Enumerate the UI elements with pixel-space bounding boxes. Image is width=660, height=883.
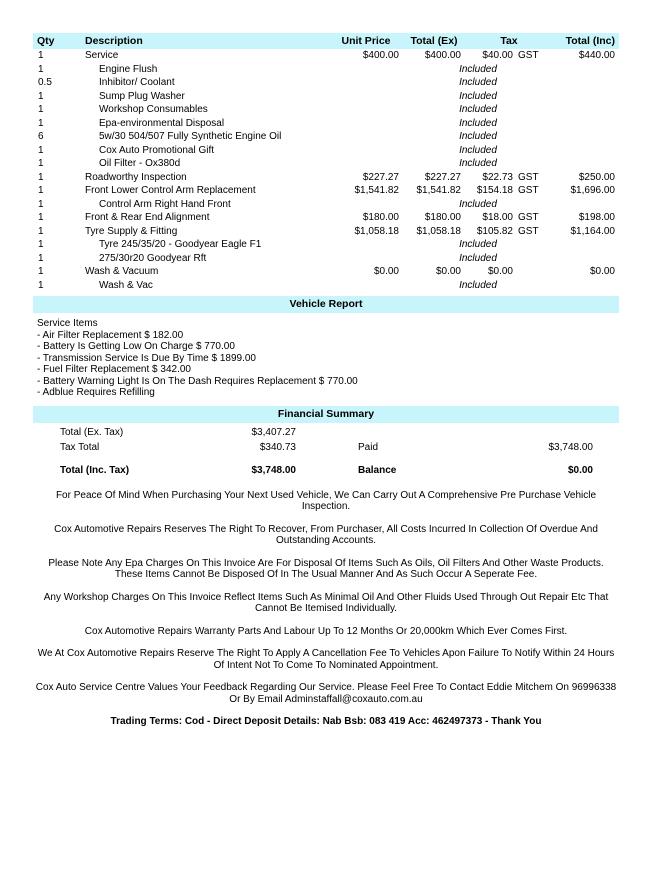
row-tax-gst: GST <box>518 212 539 223</box>
table-header-row <box>33 33 619 49</box>
table-row <box>33 90 619 104</box>
row-unit-price: $180.00 <box>362 212 399 223</box>
row-sub-description: 5w/30 504/507 Fully Synthetic Engine Oil <box>99 131 282 142</box>
row-included: Included <box>459 144 497 156</box>
table-row <box>33 225 619 239</box>
row-description-text: Roadworthy Inspection <box>85 171 187 183</box>
paid-label: Paid <box>358 441 379 453</box>
tax-total-label: Tax Total <box>60 441 100 453</box>
total-inc-tax-label: Total (Inc. Tax) <box>60 464 130 476</box>
row-description-text: Service <box>85 50 119 61</box>
note-paragraph: Cox Auto Service Centre Values Your Feedback Regarding Our Service. Please Feel Free To Contact Eddie Mitchem On 96996338 Or By Email Adminstaffall@coxauto.com.au <box>35 682 617 705</box>
row-total-inc <box>553 90 619 104</box>
note-paragraph: For Peace Of Mind When Purchasing Your Next Used Vehicle, We Can Carry Out A Comprehensive Pre Purchase Vehicle Inspection. <box>55 489 597 512</box>
row-unit-price <box>329 117 403 131</box>
row-tax-gst: GST <box>518 50 539 61</box>
row-unit-price: $1,541.82 <box>354 185 399 196</box>
note-paragraph: We At Cox Automotive Repairs Reserve The Right To Apply A Cancellation Fee To Vehicles Apon Failure To Notify Within 24 Hours Of Intent Not To Come To Nominated Appointment. <box>37 648 615 671</box>
row-description <box>81 198 329 212</box>
row-qty: 1 <box>38 158 44 169</box>
row-total-inc <box>553 279 619 293</box>
tax-header: Tax <box>465 33 553 49</box>
table-row <box>33 49 619 63</box>
row-sub-description: Sump Plug Washer <box>99 90 185 102</box>
row-description-text: Wash & Vacuum <box>85 266 159 277</box>
financial-summary-title: Financial Summary <box>33 406 619 423</box>
table-row <box>33 238 619 252</box>
row-tax-amount: $40.00 <box>482 50 513 61</box>
row-sub-description: Engine Flush <box>99 63 158 75</box>
row-sub-description: Workshop Consumables <box>99 104 208 115</box>
row-unit-price: $400.00 <box>362 50 399 61</box>
row-included: Included <box>459 158 497 169</box>
row-total-inc: $1,164.00 <box>570 225 615 237</box>
row-included: Included <box>459 77 497 88</box>
table-row <box>33 252 619 266</box>
row-total-ex: $0.00 <box>435 266 461 277</box>
row-tax-amount: $154.18 <box>476 185 513 196</box>
note-paragraph: Any Workshop Charges On This Invoice Reflect Items Such As Minimal Oil And Other Fluids Used Through Out Repair Etc That Cannot Be Itemised Individually. <box>43 591 609 614</box>
row-total-ex: $400.00 <box>424 50 461 61</box>
report-line: - Air Filter Replacement $ 182.00 <box>37 329 184 341</box>
vehicle-report-lines <box>33 313 619 399</box>
table-row <box>33 211 619 225</box>
row-qty: 0.5 <box>38 77 52 88</box>
table-row <box>33 157 619 171</box>
row-total-inc <box>553 63 619 77</box>
table-row <box>33 117 619 131</box>
row-total-inc: $198.00 <box>578 212 615 223</box>
row-description <box>81 49 329 63</box>
row-tax <box>465 211 553 225</box>
report-line: - Battery Warning Light Is On The Dash Requires Replacement $ 770.00 <box>37 375 358 387</box>
row-total-ex: $1,058.18 <box>416 225 461 237</box>
row-description-text: Front Lower Control Arm Replacement <box>85 185 256 196</box>
row-description <box>81 211 329 225</box>
row-unit-price <box>329 144 403 158</box>
row-sub-description: Wash & Vac <box>99 279 153 291</box>
row-description <box>81 171 329 185</box>
row-total-inc <box>553 130 619 144</box>
row-qty: 1 <box>38 171 44 183</box>
row-included: Included <box>459 117 497 129</box>
row-total-inc: $250.00 <box>578 171 615 183</box>
row-total-ex: $180.00 <box>424 212 461 223</box>
row-description <box>81 279 329 293</box>
row-qty: 6 <box>38 131 44 142</box>
row-description <box>81 130 329 144</box>
table-row <box>33 171 619 185</box>
row-qty: 1 <box>38 279 44 291</box>
row-qty: 1 <box>38 117 44 129</box>
table-row <box>33 144 619 158</box>
invoice-notes <box>33 490 619 706</box>
note-paragraph: Cox Automotive Repairs Reserves The Right To Recover, From Purchaser, All Costs Incurred In Collection Of Overdue And Outstanding Accounts. <box>54 523 598 546</box>
balance-value: $0.00 <box>567 464 593 476</box>
row-total-inc: $0.00 <box>589 266 615 277</box>
row-sub-description: Tyre 245/35/20 - Goodyear Eagle F1 <box>99 239 262 250</box>
note-paragraph: Please Note Any Epa Charges On This Invoice Are For Disposal Of Items Such As Oils, Oil Filters And Other Waste Products. These Items Cannot Be Disposed Of In The Usual Manner And As Such Occur A Seperate Fee. <box>48 557 604 580</box>
row-description <box>81 76 329 90</box>
row-sub-description: Cox Auto Promotional Gift <box>99 144 215 156</box>
tax-total-value: $340.73 <box>259 441 296 453</box>
report-line: - Adblue Requires Refilling <box>37 387 155 398</box>
table-row <box>33 198 619 212</box>
row-total-inc: $1,696.00 <box>570 185 615 196</box>
row-tax-amount: $105.82 <box>476 225 513 237</box>
row-total-inc <box>553 76 619 90</box>
qty-header: Qty <box>33 33 81 49</box>
balance-label: Balance <box>358 464 397 476</box>
row-included: Included <box>459 104 497 115</box>
row-total-inc <box>553 144 619 158</box>
row-sub-description: Oil Filter - Ox380d <box>99 158 181 169</box>
row-description <box>81 157 329 171</box>
total-ex-tax-label: Total (Ex. Tax) <box>60 426 124 438</box>
row-description <box>81 90 329 104</box>
row-total-inc <box>553 238 619 252</box>
row-unit-price <box>329 252 403 266</box>
row-tax <box>465 171 553 185</box>
total-ex-header: Total (Ex) <box>403 33 465 49</box>
total-inc-tax-value: $3,748.00 <box>251 464 296 476</box>
paid-value: $3,748.00 <box>548 441 593 453</box>
row-total-inc <box>553 252 619 266</box>
total-inc-header: Total (Inc) <box>553 33 619 49</box>
row-description <box>81 252 329 266</box>
unit-price-header: Unit Price <box>329 33 403 49</box>
row-unit-price <box>329 103 403 117</box>
row-sub-description: Epa-environmental Disposal <box>99 117 225 129</box>
row-included: Included <box>459 239 497 250</box>
line-items-table <box>33 33 619 292</box>
note-paragraph: Cox Automotive Repairs Warranty Parts And Labour Up To 12 Months Or 20,000km Which Ever Comes First. <box>84 625 568 637</box>
financial-summary-table <box>33 425 619 478</box>
row-qty: 1 <box>38 252 44 264</box>
report-line: - Transmission Service Is Due By Time $ 1899.00 <box>37 352 256 364</box>
row-unit-price <box>329 157 403 171</box>
table-row <box>33 184 619 198</box>
trading-terms: Trading Terms: Cod - Direct Deposit Details: Nab Bsb: 083 419 Acc: 462497373 - Thank You <box>110 716 542 727</box>
row-unit-price <box>329 130 403 144</box>
row-unit-price <box>329 279 403 293</box>
row-description-text: Front & Rear End Alignment <box>85 212 210 223</box>
row-tax-gst: GST <box>518 185 539 196</box>
total-ex-tax-value: $3,407.27 <box>251 426 296 438</box>
row-unit-price <box>329 76 403 90</box>
row-included: Included <box>459 252 497 264</box>
row-tax <box>465 265 553 279</box>
row-description <box>81 225 329 239</box>
row-tax-amount: $22.73 <box>482 171 513 183</box>
row-qty: 1 <box>38 212 44 223</box>
row-qty: 1 <box>38 185 44 196</box>
row-unit-price <box>329 198 403 212</box>
row-tax-gst: GST <box>518 225 539 237</box>
table-row <box>33 76 619 90</box>
row-tax-amount: $18.00 <box>482 212 513 223</box>
table-row <box>33 130 619 144</box>
row-unit-price <box>329 90 403 104</box>
row-total-inc <box>553 157 619 171</box>
row-unit-price: $0.00 <box>373 266 399 277</box>
table-row <box>33 63 619 77</box>
row-qty: 1 <box>38 225 44 237</box>
invoice-page <box>33 33 619 727</box>
row-qty: 1 <box>38 266 44 277</box>
line-items-body <box>33 49 619 292</box>
description-header: Description <box>81 33 329 49</box>
row-qty: 1 <box>38 50 44 61</box>
row-unit-price <box>329 238 403 252</box>
row-description <box>81 117 329 131</box>
row-description <box>81 144 329 158</box>
row-description <box>81 238 329 252</box>
row-tax <box>465 184 553 198</box>
row-unit-price <box>329 63 403 77</box>
row-total-inc: $440.00 <box>578 50 615 61</box>
row-sub-description: 275/30r20 Goodyear Rft <box>99 252 207 264</box>
vehicle-report-title: Vehicle Report <box>33 296 619 313</box>
row-description <box>81 103 329 117</box>
row-tax <box>465 225 553 239</box>
row-total-ex: $1,541.82 <box>416 185 461 196</box>
report-line: Service Items <box>37 318 98 329</box>
row-unit-price: $1,058.18 <box>354 225 399 237</box>
row-total-inc <box>553 198 619 212</box>
row-included: Included <box>459 90 497 102</box>
row-included: Included <box>459 63 497 75</box>
row-total-ex: $227.27 <box>424 171 461 183</box>
table-row <box>33 279 619 293</box>
row-included: Included <box>459 279 497 291</box>
table-row <box>33 265 619 279</box>
row-qty: 1 <box>38 198 44 210</box>
row-tax-gst: GST <box>518 171 539 183</box>
row-sub-description: Inhibitor/ Coolant <box>99 77 175 88</box>
row-qty: 1 <box>38 90 44 102</box>
row-sub-description: Control Arm Right Hand Front <box>99 198 231 210</box>
row-included: Included <box>459 198 497 210</box>
table-row <box>33 103 619 117</box>
row-tax-amount: $0.00 <box>487 266 513 277</box>
row-unit-price: $227.27 <box>362 171 399 183</box>
report-line: - Battery Is Getting Low On Charge $ 770.00 <box>37 341 235 352</box>
row-included: Included <box>459 131 497 142</box>
row-description-text: Tyre Supply & Fitting <box>85 225 178 237</box>
row-tax <box>465 49 553 63</box>
row-qty: 1 <box>38 104 44 115</box>
row-description <box>81 265 329 279</box>
row-qty: 1 <box>38 63 44 75</box>
row-description <box>81 184 329 198</box>
report-line: - Fuel Filter Replacement $ 342.00 <box>37 364 191 375</box>
row-total-inc <box>553 117 619 131</box>
row-qty: 1 <box>38 144 44 156</box>
row-description <box>81 63 329 77</box>
row-total-inc <box>553 103 619 117</box>
row-qty: 1 <box>38 239 44 250</box>
